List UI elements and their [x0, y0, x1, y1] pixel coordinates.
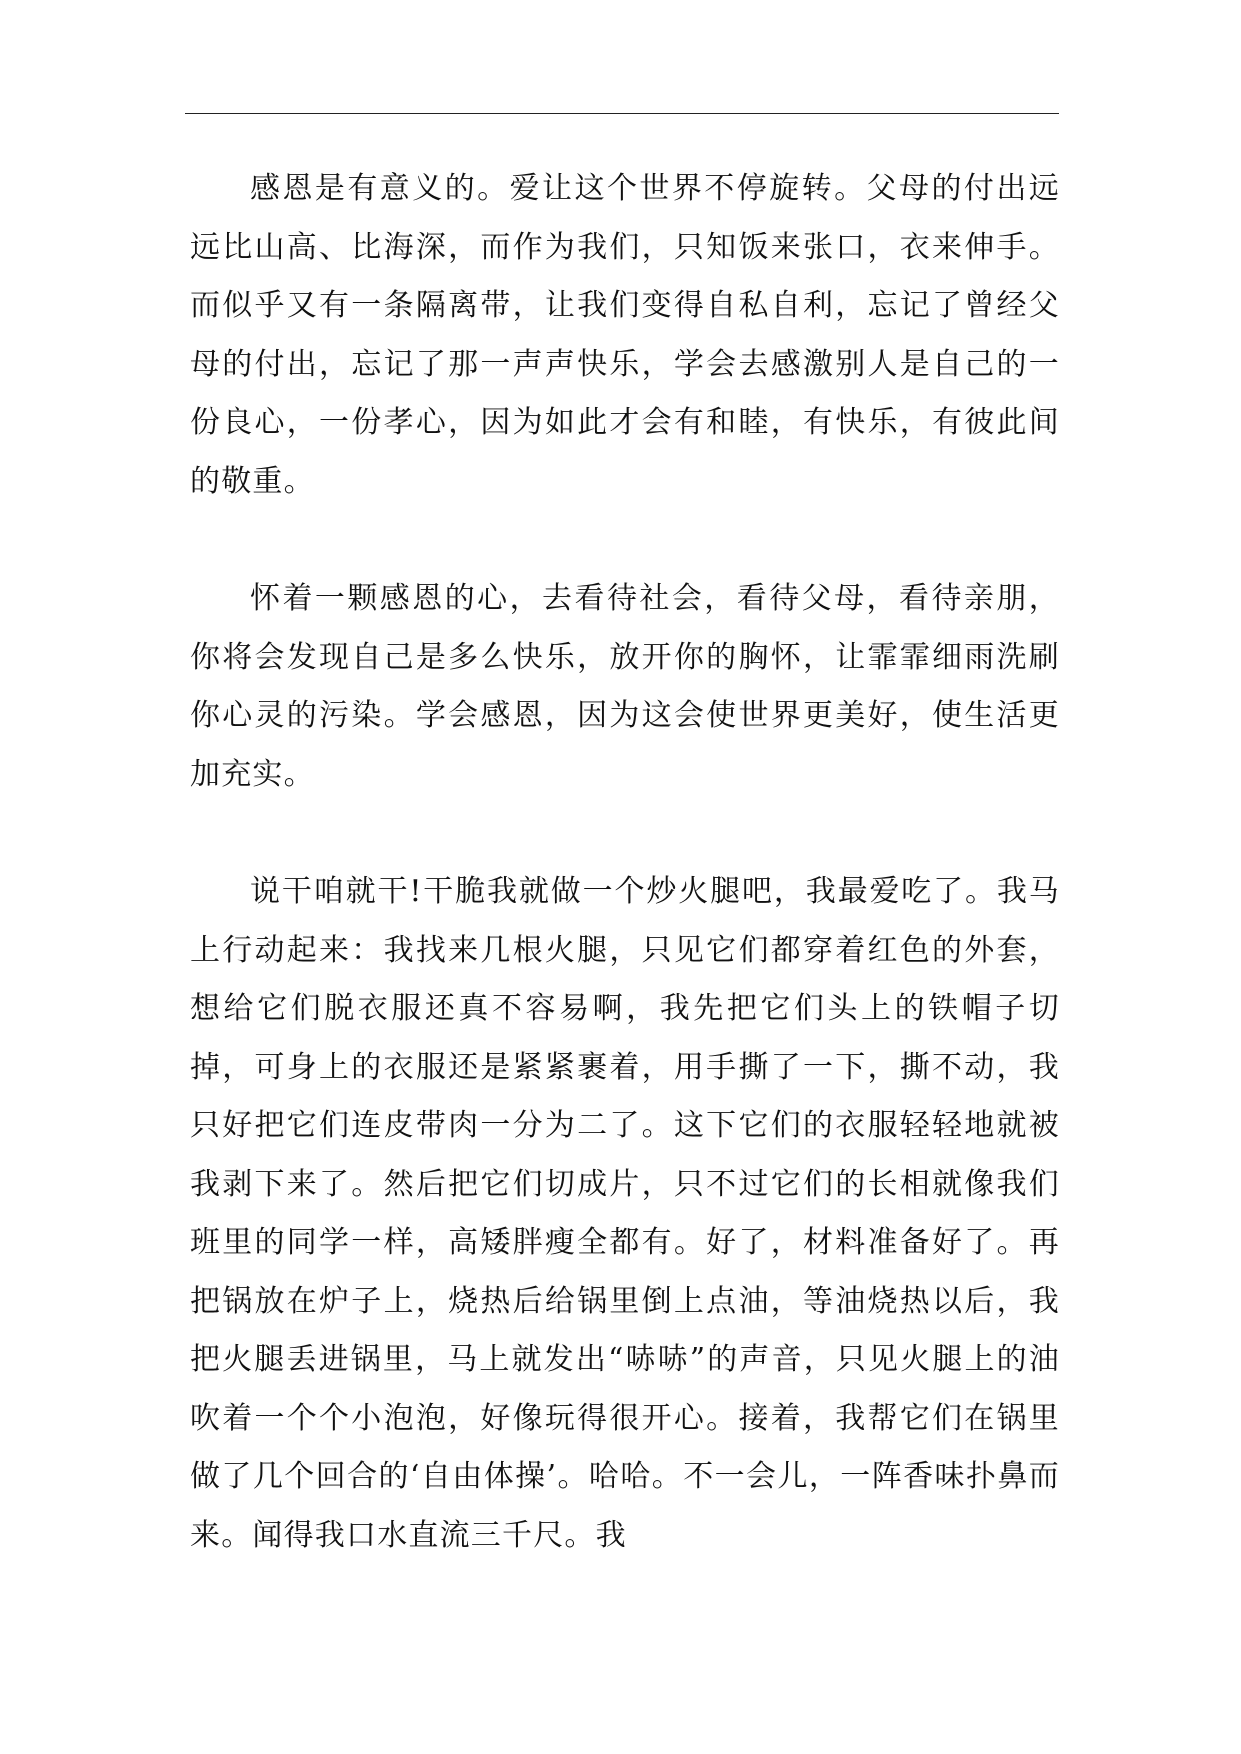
paragraph-cooking-ham: 说干咱就干!干脆我就做一个炒火腿吧，我最爱吃了。我马上行动起来：我找来几根火腿，只见它们都穿着红色的外套，想给它们脱衣服还真不容易啊，我先把它们头上的铁帽子切掉，可身上的衣服还是紧紧裹着，用手撕了一下，撕不动，我只好把它们连皮带肉一分为二了。这下它们的衣服轻轻地就被我剥下来了。然后把它们切成片，只不过它们的长相就像我们班里的同学一样，高矮胖瘦全都有。好了，材料准备好了。再把锅放在炉子上，烧热后给锅里倒上点油，等油烧热以后，我把火腿丢进锅里，马上就发出“哧哧”的声音，只见火腿上的油吹着一个个小泡泡，好像玩得很开心。接着，我帮它们在锅里做了几个回合的‘自由体操’。哈哈。不一会儿，一阵香味扑鼻而来。闻得我口水直流三千尺。我	[190, 874, 1060, 1553]
paragraph-gratitude-meaning: 感恩是有意义的。爱让这个世界不停旋转。父母的付出远远比山高、比海深，而作为我们，只知饭来张口，衣来伸手。而似乎又有一条隔离带，让我们变得自私自利，忘记了曾经父母的付出，忘记了那一声声快乐，学会去感激别人是自己的一份良心，一份孝心，因为如此才会有和睦，有快乐，有彼此间的敬重。	[190, 171, 1060, 499]
paragraph-grateful-heart: 怀着一颗感恩的心，去看待社会，看待父母，看待亲朋，你将会发现自己是多么快乐，放开你的胸怀，让霏霏细雨洗刷你心灵的污染。学会感恩，因为这会使世界更美好，使生活更加充实。	[190, 581, 1060, 792]
document-body	[190, 160, 1060, 1565]
header-rule	[185, 113, 1059, 114]
